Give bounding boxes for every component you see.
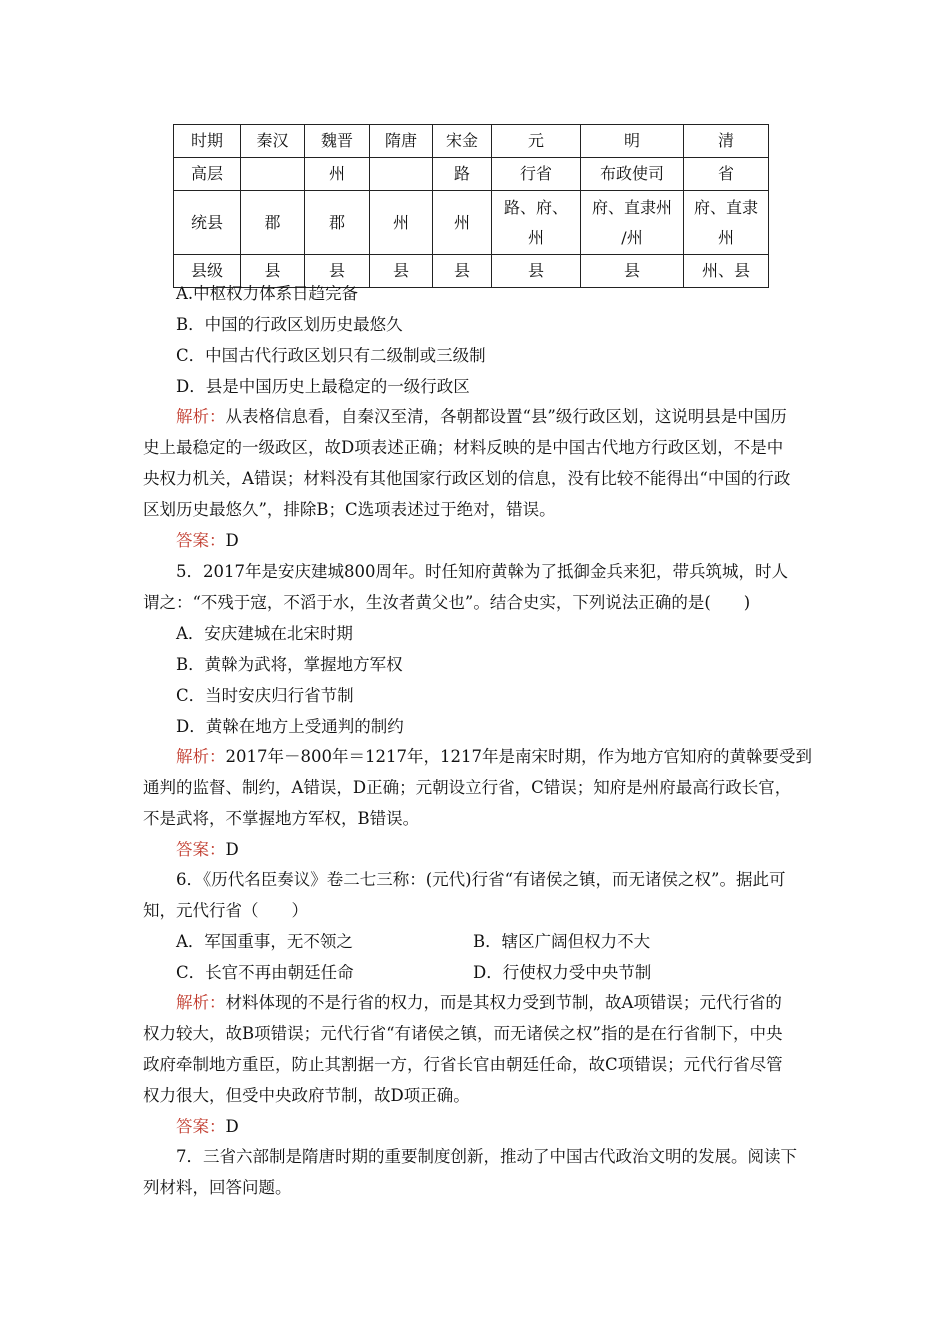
q4-analysis-line: 央权力机关，A错误；材料没有其他国家行政区划的信息，没有比较不能得出“中国的行政	[143, 469, 791, 488]
q4-option-d: D．县是中国历史上最稳定的一级行政区	[176, 377, 470, 396]
analysis-label: 解析：	[176, 993, 226, 1012]
q5-analysis-line	[176, 746, 812, 768]
q4-analysis-line	[176, 406, 787, 428]
q5-stem-line: 5．2017年是安庆建城800周年。时任知府黄榦为了抵御金兵来犯，带兵筑城，时人	[176, 562, 788, 581]
table-cell: 州	[433, 191, 492, 255]
q6-answer-line	[176, 1116, 239, 1138]
table-cell: 县级	[174, 255, 241, 288]
q6-analysis-line: 权力较大，故B项错误；元代行省“有诸侯之镇，而无诸侯之权”指的是在行省制下，中央	[143, 1024, 783, 1043]
table-cell	[241, 158, 305, 191]
q6-analysis-line	[176, 992, 782, 1014]
table-cell: 郡	[305, 191, 370, 255]
q5-analysis-line: 通判的监督、制约，A错误，D正确；元朝设立行省，C错误；知府是州府最高行政长官，	[143, 778, 792, 797]
table-cell: 高层	[174, 158, 241, 191]
q6-analysis-line: 政府牵制地方重臣，防止其割据一方，行省长官由朝廷任命，故C项错误；元代行省尽管	[143, 1055, 783, 1074]
table-cell	[370, 158, 433, 191]
cell-line: 州	[717, 227, 734, 247]
table-cell: 路	[433, 158, 492, 191]
answer-value: D	[225, 1117, 239, 1136]
q4-option-b: B．中国的行政区划历史最悠久	[176, 315, 403, 334]
table-header-cell: 魏晋	[305, 125, 370, 158]
table-cell: 县	[305, 255, 370, 288]
cell-line: 州	[527, 227, 544, 247]
analysis-label: 解析：	[176, 407, 226, 426]
answer-value: D	[225, 840, 239, 859]
cell-line: 府、直隶州	[591, 197, 672, 217]
q5-option-b: B．黄榦为武将，掌握地方军权	[176, 655, 403, 674]
analysis-text: 2017年－800年＝1217年，1217年是南宋时期，作为地方官知府的黄榦要受到	[225, 747, 812, 766]
table-cell: 县	[370, 255, 433, 288]
table-header-cell: 时期	[174, 125, 241, 158]
q6-stem-line: 6．《历代名臣奏议》卷二七三称：(元代)行省“有诸侯之镇，而无诸侯之权”。据此可	[176, 870, 786, 889]
q5-option-c: C．当时安庆归行省节制	[176, 686, 354, 705]
table-header-cell: 隋唐	[370, 125, 433, 158]
q4-answer-line	[176, 530, 239, 552]
q6-option-c: C．长官不再由朝廷任命	[176, 963, 354, 982]
q5-stem-line: 谓之：“不残于寇，不滔于水，生汝者黄父也”。结合史实，下列说法正确的是( )	[143, 593, 751, 612]
table-cell: 州、县	[684, 255, 769, 288]
answer-value: D	[225, 531, 239, 550]
cell-line: /州	[621, 227, 643, 247]
admin-division-table	[173, 124, 769, 288]
table-header-cell: 元	[492, 125, 581, 158]
table-cell	[581, 191, 684, 255]
table-cell: 县	[433, 255, 492, 288]
q6-option-b: B．辖区广阔但权力不大	[473, 932, 651, 951]
table-cell	[684, 191, 769, 255]
table-cell: 郡	[241, 191, 305, 255]
table-cell: 布政使司	[581, 158, 684, 191]
q5-option-a: A．安庆建城在北宋时期	[176, 624, 353, 643]
cell-line: 路、府、	[503, 197, 568, 217]
q4-analysis-line: 区划历史最悠久”，排除B；C选项表述过于绝对，错误。	[143, 500, 556, 519]
table-cell: 统县	[174, 191, 241, 255]
q4-option-c: C．中国古代行政区划只有二级制或三级制	[176, 346, 486, 365]
table-header-cell: 宋金	[433, 125, 492, 158]
q6-option-a: A．军国重事，无不领之	[176, 932, 353, 951]
q4-option-a: A.中枢权力体系日趋完备	[176, 284, 359, 303]
q4-analysis-line: 史上最稳定的一级政区，故D项表述正确；材料反映的是中国古代地方行政区划，不是中	[143, 438, 784, 457]
table-row	[174, 191, 769, 255]
table-cell: 行省	[492, 158, 581, 191]
table-row	[174, 158, 769, 191]
table-header-cell: 秦汉	[241, 125, 305, 158]
cell-line: 府、直隶	[693, 197, 758, 217]
analysis-text: 从表格信息看，自秦汉至清，各朝都设置“县”级行政区划，这说明县是中国历	[225, 407, 787, 426]
table-cell: 州	[305, 158, 370, 191]
q5-answer-line	[176, 839, 239, 861]
table-cell: 县	[241, 255, 305, 288]
analysis-label: 解析：	[176, 747, 226, 766]
q7-stem-line: 列材料，回答问题。	[143, 1178, 292, 1197]
q5-analysis-line: 不是武将，不掌握地方军权，B错误。	[143, 809, 420, 828]
q6-analysis-line: 权力很大，但受中央政府节制，故D项正确。	[143, 1086, 470, 1105]
table-cell: 县	[492, 255, 581, 288]
analysis-text: 材料体现的不是行省的权力，而是其权力受到节制，故A项错误；元代行省的	[225, 993, 782, 1012]
table-cell: 州	[370, 191, 433, 255]
q5-option-d: D．黄榦在地方上受通判的制约	[176, 717, 404, 736]
answer-label: 答案：	[176, 531, 226, 550]
table-cell: 省	[684, 158, 769, 191]
q7-stem-line: 7．三省六部制是隋唐时期的重要制度创新，推动了中国古代政治文明的发展。阅读下	[176, 1147, 797, 1166]
table-header-cell: 清	[684, 125, 769, 158]
table-cell	[492, 191, 581, 255]
table-header-cell: 明	[581, 125, 684, 158]
q6-stem-line: 知，元代行省（ ）	[143, 901, 308, 920]
table-header-row	[174, 125, 769, 158]
answer-label: 答案：	[176, 840, 226, 859]
answer-label: 答案：	[176, 1117, 226, 1136]
table-cell: 县	[581, 255, 684, 288]
q6-option-d: D．行使权力受中央节制	[473, 963, 652, 982]
